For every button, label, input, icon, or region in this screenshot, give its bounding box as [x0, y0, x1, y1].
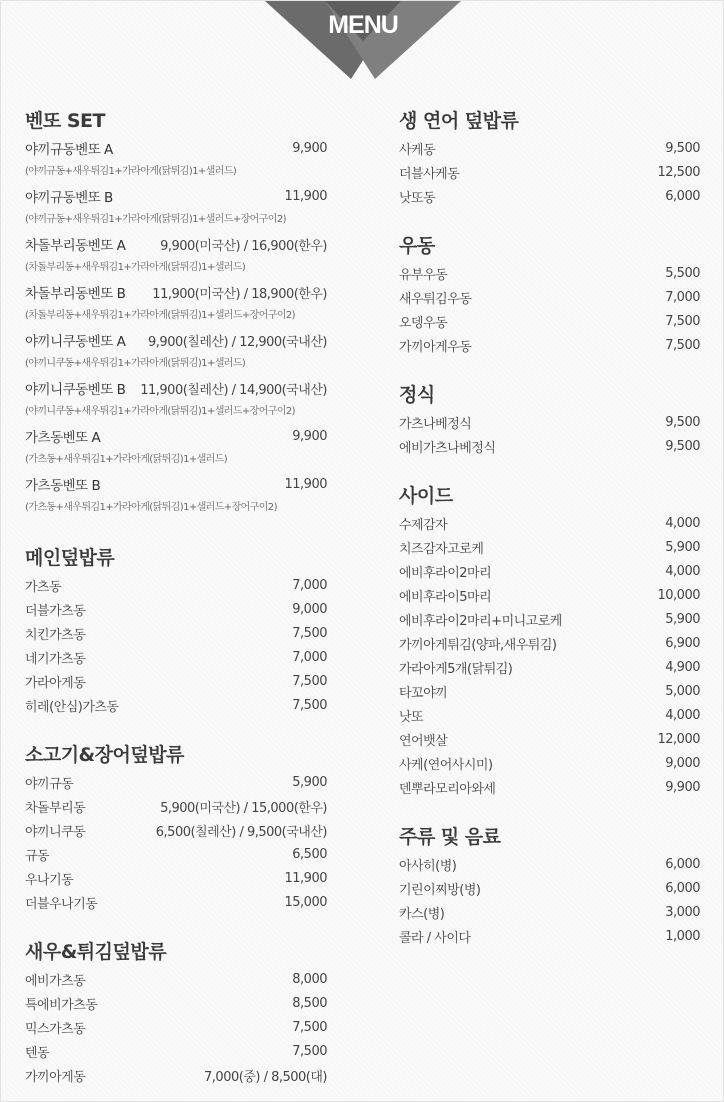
item-name: 야끼니쿠동벤또 A — [25, 334, 126, 350]
menu-item — [25, 794, 327, 818]
menu-item — [25, 818, 327, 842]
menu-section — [399, 483, 700, 799]
menu-item — [25, 669, 327, 693]
item-price: 5,900 — [665, 539, 700, 555]
menu-item — [399, 583, 700, 607]
menu-section — [25, 108, 327, 520]
item-name: 야끼니쿠동 — [25, 824, 86, 840]
item-name: 사케동 — [399, 142, 436, 158]
menu-title: MENU — [328, 11, 398, 39]
menu-item — [399, 775, 700, 799]
menu-item — [25, 621, 327, 645]
menu-item — [399, 631, 700, 655]
menu-item — [399, 410, 700, 434]
item-price: 5,000 — [665, 683, 700, 699]
menu-item — [25, 232, 327, 256]
right-column — [399, 108, 700, 973]
menu-section — [399, 108, 700, 208]
item-name: 낫또 — [399, 709, 424, 725]
item-name: 야끼규동벤또 A — [25, 142, 113, 158]
item-price: 7,000(중) / 8,500(대) — [204, 1069, 327, 1085]
item-price: 11,900 — [284, 476, 327, 492]
menu-item — [25, 1063, 327, 1087]
item-description: (야끼니쿠동+새우튀김1+가라아게(닭튀김)1+샐러드) — [25, 358, 246, 369]
item-name: 에비후라이2마리+미니고로케 — [399, 613, 562, 629]
item-price: 11,900(칠레산) / 14,900(국내산) — [140, 382, 327, 398]
menu-item — [399, 309, 700, 333]
item-description: (야끼규동+새우튀김1+가라아게(닭튀김)1+샐러드+장어구이2) — [25, 214, 286, 225]
item-price: 11,900 — [284, 188, 327, 204]
item-name: 에비후라이5마리 — [399, 589, 492, 605]
item-name: 믹스가츠동 — [25, 1021, 86, 1037]
item-price: 7,000 — [292, 649, 327, 665]
menu-item — [399, 160, 700, 184]
item-name: 텐동 — [25, 1045, 50, 1061]
item-name: 규동 — [25, 848, 50, 864]
menu-item — [25, 424, 327, 448]
item-price: 5,900 — [292, 774, 327, 790]
item-price: 6,500 — [292, 846, 327, 862]
item-price: 7,000 — [665, 289, 700, 305]
menu-item — [399, 285, 700, 309]
item-price: 4,000 — [665, 563, 700, 579]
left-column — [25, 108, 327, 1102]
item-name: 가라아게동 — [25, 675, 86, 691]
menu-item — [25, 597, 327, 621]
menu-section — [399, 824, 700, 948]
item-name: 오뎅우동 — [399, 315, 448, 331]
item-name: 더블우나기동 — [25, 896, 98, 912]
item-name: 야끼규동 — [25, 776, 74, 792]
item-description: (차돌부리동+새우튀김1+가라아게(닭튀김)1+샐러드+장어구이2) — [25, 310, 295, 321]
item-price: 6,000 — [665, 856, 700, 872]
menu-item — [25, 967, 327, 991]
item-name: 에비후라이2마리 — [399, 565, 492, 581]
item-price: 12,500 — [657, 164, 700, 180]
menu-item — [399, 434, 700, 458]
menu-item — [25, 1039, 327, 1063]
item-name: 가츠동벤또 A — [25, 430, 101, 446]
item-price: 4,900 — [665, 659, 700, 675]
section-title: 사이드 — [399, 485, 453, 507]
item-price: 8,000 — [292, 971, 327, 987]
menu-item — [399, 655, 700, 679]
item-price: 7,500 — [292, 673, 327, 689]
item-name: 차돌부리동벤또 A — [25, 238, 126, 254]
section-title: 소고기&장어덮밥류 — [25, 744, 184, 766]
item-name: 덴뿌라모리아와세 — [399, 781, 496, 797]
menu-item — [25, 328, 327, 352]
item-name: 사케(연어사시미) — [399, 757, 493, 773]
menu-item — [399, 876, 700, 900]
section-title: 주류 및 음료 — [399, 826, 501, 848]
menu-item — [25, 136, 327, 160]
item-name: 낫또동 — [399, 190, 436, 206]
item-price: 7,500 — [665, 313, 700, 329]
menu-item — [399, 727, 700, 751]
menu-item — [25, 573, 327, 597]
item-price: 4,000 — [665, 515, 700, 531]
menu-item — [399, 679, 700, 703]
menu-item — [25, 645, 327, 669]
menu-item — [399, 333, 700, 357]
item-price: 12,000 — [657, 731, 700, 747]
menu-item — [399, 607, 700, 631]
item-name: 유부우동 — [399, 267, 448, 283]
menu-item — [399, 900, 700, 924]
menu-item — [399, 511, 700, 535]
menu-item — [25, 842, 327, 866]
item-price: 9,900 — [665, 779, 700, 795]
section-title: 생 연어 덮밥류 — [399, 110, 519, 132]
item-price: 9,900(칠레산) / 12,900(국내산) — [148, 334, 327, 350]
menu-item — [399, 852, 700, 876]
item-price: 7,500 — [292, 1043, 327, 1059]
item-price: 9,500 — [665, 438, 700, 454]
item-price: 7,500 — [665, 337, 700, 353]
item-name: 히레(안심)가츠동 — [25, 699, 119, 715]
menu-item — [25, 472, 327, 496]
menu-item — [25, 376, 327, 400]
section-title: 메인덮밥류 — [25, 547, 115, 569]
menu-item — [399, 535, 700, 559]
item-name: 가츠동벤또 B — [25, 478, 101, 494]
item-name: 카스(병) — [399, 906, 445, 922]
item-name: 차돌부리동 — [25, 800, 86, 816]
menu-item — [399, 559, 700, 583]
menu-banner — [265, 1, 461, 79]
item-name: 더블사케동 — [399, 166, 460, 182]
item-price: 6,000 — [665, 188, 700, 204]
item-name: 차돌부리동벤또 B — [25, 286, 126, 302]
menu-item — [399, 136, 700, 160]
section-title: 우동 — [399, 235, 435, 257]
item-name: 네기가츠동 — [25, 651, 86, 667]
menu-section — [399, 382, 700, 458]
item-name: 야끼규동벤또 B — [25, 190, 113, 206]
menu-item — [399, 703, 700, 727]
item-price: 9,000 — [665, 755, 700, 771]
menu-section — [399, 233, 700, 357]
item-name: 가끼아게우동 — [399, 339, 472, 355]
item-price: 7,500 — [292, 1019, 327, 1035]
menu-section — [25, 742, 327, 914]
item-name: 우나기동 — [25, 872, 74, 888]
menu-item — [25, 770, 327, 794]
item-price: 8,500 — [292, 995, 327, 1011]
menu-item — [399, 924, 700, 948]
item-name: 가끼아게동 — [25, 1069, 86, 1085]
item-name: 아사히(병) — [399, 858, 457, 874]
item-name: 수제감자 — [399, 517, 448, 533]
menu-item — [399, 261, 700, 285]
item-price: 10,000 — [657, 587, 700, 603]
item-name: 야끼니쿠동벤또 B — [25, 382, 126, 398]
section-title: 새우&튀김덮밥류 — [25, 941, 167, 963]
item-price: 9,900 — [292, 140, 327, 156]
item-name: 가라아게5개(닭튀김) — [399, 661, 513, 677]
item-price: 9,500 — [665, 140, 700, 156]
item-price: 5,500 — [665, 265, 700, 281]
item-price: 5,900(미국산) / 15,000(한우) — [160, 800, 327, 816]
item-name: 더블가츠동 — [25, 603, 86, 619]
item-price: 5,900 — [665, 611, 700, 627]
item-name: 특에비가츠동 — [25, 997, 98, 1013]
item-price: 7,500 — [292, 697, 327, 713]
item-name: 가끼아게튀김(양파,새우튀김) — [399, 637, 557, 653]
item-name: 콜라 / 사이다 — [399, 930, 471, 946]
menu-item — [25, 991, 327, 1015]
item-price: 7,500 — [292, 625, 327, 641]
item-price: 6,900 — [665, 635, 700, 651]
item-price: 11,900(미국산) / 18,900(한우) — [152, 286, 327, 302]
menu-item — [25, 890, 327, 914]
menu-section — [25, 545, 327, 717]
menu-item — [25, 1015, 327, 1039]
item-description: (야끼니쿠동+새우튀김1+가라아게(닭튀김)1+샐러드+장어구이2) — [25, 406, 295, 417]
item-name: 연어뱃살 — [399, 733, 448, 749]
item-price: 11,900 — [284, 870, 327, 886]
item-price: 4,000 — [665, 707, 700, 723]
section-title: 정식 — [399, 384, 435, 406]
item-price: 6,000 — [665, 880, 700, 896]
item-price: 1,000 — [665, 928, 700, 944]
item-name: 가츠동 — [25, 579, 62, 595]
menu-item — [25, 184, 327, 208]
item-price: 9,000 — [292, 601, 327, 617]
item-price: 3,000 — [665, 904, 700, 920]
item-description: (가츠동+새우튀김1+가라아게(닭튀김)1+샐러드+장어구이2) — [25, 502, 277, 513]
item-name: 치킨가츠동 — [25, 627, 86, 643]
item-description: (야끼규동+새우튀김1+가라아게(닭튀김)1+샐러드) — [25, 166, 237, 177]
item-name: 에비가츠나베정식 — [399, 440, 496, 456]
menu-item — [25, 693, 327, 717]
item-name: 치즈감자고로케 — [399, 541, 484, 557]
menu-item — [399, 184, 700, 208]
menu-section — [25, 939, 327, 1087]
item-name: 타꼬야끼 — [399, 685, 448, 701]
item-price: 9,900(미국산) / 16,900(한우) — [160, 238, 327, 254]
item-name: 새우튀김우동 — [399, 291, 472, 307]
item-name: 가츠나베정식 — [399, 416, 472, 432]
item-price: 15,000 — [284, 894, 327, 910]
menu-item — [399, 751, 700, 775]
item-price: 9,500 — [665, 414, 700, 430]
menu-item — [25, 280, 327, 304]
item-name: 기린이찌방(병) — [399, 882, 481, 898]
item-description: (차돌부리동+새우튀김1+가라아게(닭튀김)1+샐러드) — [25, 262, 246, 273]
item-price: 7,000 — [292, 577, 327, 593]
section-title: 벤또 SET — [25, 110, 105, 132]
item-price: 6,500(칠레산) / 9,500(국내산) — [155, 824, 327, 840]
item-name: 에비가츠동 — [25, 973, 86, 989]
menu-item — [25, 866, 327, 890]
item-price: 9,900 — [292, 428, 327, 444]
item-description: (가츠동+새우튀김1+가라아게(닭튀김)1+샐러드) — [25, 454, 228, 465]
